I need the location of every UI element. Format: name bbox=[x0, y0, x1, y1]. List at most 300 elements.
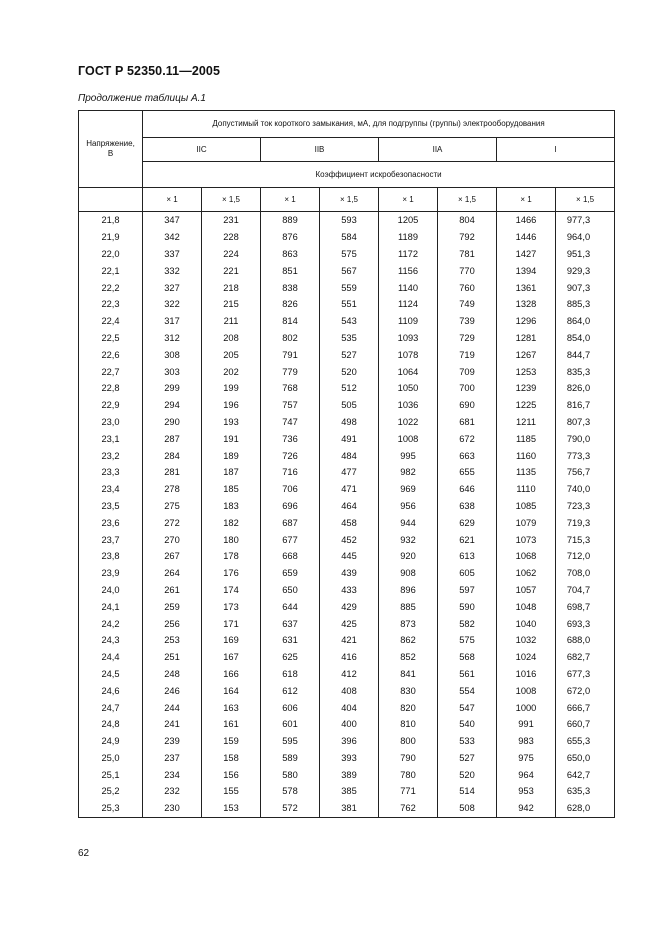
current-cell: 416 bbox=[320, 649, 379, 666]
current-cell: 644 bbox=[261, 598, 320, 615]
current-cell: 278 bbox=[143, 481, 202, 498]
current-cell: 1032 bbox=[497, 632, 556, 649]
current-cell: 342 bbox=[143, 229, 202, 246]
table-row bbox=[79, 397, 615, 414]
current-cell: 256 bbox=[143, 615, 202, 632]
current-cell: 1040 bbox=[497, 615, 556, 632]
current-cell: 471 bbox=[320, 481, 379, 498]
current-cell: 982 bbox=[379, 464, 438, 481]
table-row bbox=[79, 481, 615, 498]
current-cell: 672,0 bbox=[556, 682, 615, 699]
voltage-cell: 25,1 bbox=[79, 766, 143, 783]
current-cell: 228 bbox=[202, 229, 261, 246]
table-row bbox=[79, 296, 615, 313]
multiplier-header: × 1 bbox=[261, 188, 320, 212]
current-cell: 232 bbox=[143, 783, 202, 800]
current-cell: 687 bbox=[261, 514, 320, 531]
current-cell: 445 bbox=[320, 548, 379, 565]
table-row bbox=[79, 346, 615, 363]
current-cell: 191 bbox=[202, 430, 261, 447]
current-cell: 841 bbox=[379, 666, 438, 683]
current-cell: 802 bbox=[261, 330, 320, 347]
current-cell: 650,0 bbox=[556, 750, 615, 767]
voltage-cell: 22,9 bbox=[79, 397, 143, 414]
current-cell: 708,0 bbox=[556, 565, 615, 582]
current-cell: 810 bbox=[379, 716, 438, 733]
multiplier-header: × 1,5 bbox=[438, 188, 497, 212]
page-number: 62 bbox=[78, 848, 90, 859]
current-cell: 631 bbox=[261, 632, 320, 649]
current-cell: 885,3 bbox=[556, 296, 615, 313]
current-cell: 540 bbox=[438, 716, 497, 733]
current-cell: 533 bbox=[438, 733, 497, 750]
voltage-cell: 24,8 bbox=[79, 716, 143, 733]
current-cell: 211 bbox=[202, 313, 261, 330]
current-cell: 896 bbox=[379, 582, 438, 599]
current-cell: 628,0 bbox=[556, 800, 615, 817]
current-cell: 171 bbox=[202, 615, 261, 632]
table-row bbox=[79, 514, 615, 531]
current-cell: 590 bbox=[438, 598, 497, 615]
current-cell: 1466 bbox=[497, 212, 556, 229]
voltage-cell: 22,5 bbox=[79, 330, 143, 347]
table-row bbox=[79, 531, 615, 548]
current-cell: 792 bbox=[438, 229, 497, 246]
current-cell: 635,3 bbox=[556, 783, 615, 800]
current-cell: 1225 bbox=[497, 397, 556, 414]
table-row bbox=[79, 699, 615, 716]
current-cell: 185 bbox=[202, 481, 261, 498]
current-cell: 433 bbox=[320, 582, 379, 599]
current-cell: 1050 bbox=[379, 380, 438, 397]
current-cell: 593 bbox=[320, 212, 379, 229]
voltage-cell: 22,6 bbox=[79, 346, 143, 363]
current-cell: 706 bbox=[261, 481, 320, 498]
current-cell: 412 bbox=[320, 666, 379, 683]
voltage-cell: 24,0 bbox=[79, 582, 143, 599]
current-cell: 259 bbox=[143, 598, 202, 615]
current-cell: 835,3 bbox=[556, 363, 615, 380]
multiplier-header: × 1,5 bbox=[556, 188, 615, 212]
current-cell: 561 bbox=[438, 666, 497, 683]
current-cell: 612 bbox=[261, 682, 320, 699]
voltage-cell: 23,2 bbox=[79, 447, 143, 464]
multiplier-header: × 1 bbox=[143, 188, 202, 212]
current-cell: 248 bbox=[143, 666, 202, 683]
current-cell: 208 bbox=[202, 330, 261, 347]
group-header: IIB bbox=[261, 138, 379, 162]
voltage-cell: 21,9 bbox=[79, 229, 143, 246]
current-cell: 773,3 bbox=[556, 447, 615, 464]
current-header: Допустимый ток короткого замыкания, мА, для подгруппы (группы) электрооборудования bbox=[143, 111, 615, 138]
current-cell: 166 bbox=[202, 666, 261, 683]
current-cell: 396 bbox=[320, 733, 379, 750]
current-cell: 816,7 bbox=[556, 397, 615, 414]
current-cell: 1078 bbox=[379, 346, 438, 363]
current-cell: 1110 bbox=[497, 481, 556, 498]
current-cell: 740,0 bbox=[556, 481, 615, 498]
current-cell: 1057 bbox=[497, 582, 556, 599]
table-row bbox=[79, 548, 615, 565]
current-cell: 1394 bbox=[497, 262, 556, 279]
group-header: I bbox=[497, 138, 615, 162]
table-row bbox=[79, 666, 615, 683]
current-cell: 790 bbox=[379, 750, 438, 767]
current-cell: 1185 bbox=[497, 430, 556, 447]
current-cell: 520 bbox=[438, 766, 497, 783]
current-cell: 977,3 bbox=[556, 212, 615, 229]
current-cell: 709 bbox=[438, 363, 497, 380]
current-cell: 580 bbox=[261, 766, 320, 783]
current-cell: 595 bbox=[261, 733, 320, 750]
current-cell: 700 bbox=[438, 380, 497, 397]
current-cell: 520 bbox=[320, 363, 379, 380]
current-cell: 1000 bbox=[497, 699, 556, 716]
current-cell: 790,0 bbox=[556, 430, 615, 447]
voltage-cell: 22,7 bbox=[79, 363, 143, 380]
table-row bbox=[79, 682, 615, 699]
current-cell: 554 bbox=[438, 682, 497, 699]
current-cell: 854,0 bbox=[556, 330, 615, 347]
current-cell: 239 bbox=[143, 733, 202, 750]
current-cell: 215 bbox=[202, 296, 261, 313]
current-cell: 716 bbox=[261, 464, 320, 481]
current-cell: 838 bbox=[261, 279, 320, 296]
table-row bbox=[79, 363, 615, 380]
group-header: IIC bbox=[143, 138, 261, 162]
voltage-cell: 24,7 bbox=[79, 699, 143, 716]
multiplier-header: × 1,5 bbox=[202, 188, 261, 212]
table-row bbox=[79, 229, 615, 246]
current-cell: 270 bbox=[143, 531, 202, 548]
current-cell: 425 bbox=[320, 615, 379, 632]
data-table-container bbox=[78, 110, 614, 818]
current-cell: 749 bbox=[438, 296, 497, 313]
current-cell: 889 bbox=[261, 212, 320, 229]
current-cell: 589 bbox=[261, 750, 320, 767]
current-cell: 163 bbox=[202, 699, 261, 716]
current-cell: 261 bbox=[143, 582, 202, 599]
voltage-cell: 24,9 bbox=[79, 733, 143, 750]
current-cell: 575 bbox=[320, 246, 379, 263]
current-cell: 1205 bbox=[379, 212, 438, 229]
current-cell: 337 bbox=[143, 246, 202, 263]
current-cell: 739 bbox=[438, 313, 497, 330]
current-cell: 246 bbox=[143, 682, 202, 699]
current-cell: 1239 bbox=[497, 380, 556, 397]
current-cell: 1211 bbox=[497, 414, 556, 431]
current-cell: 1036 bbox=[379, 397, 438, 414]
current-cell: 224 bbox=[202, 246, 261, 263]
table-row bbox=[79, 565, 615, 582]
voltage-cell: 23,0 bbox=[79, 414, 143, 431]
table-caption: Продолжение таблицы А.1 bbox=[78, 93, 206, 104]
current-cell: 272 bbox=[143, 514, 202, 531]
current-cell: 768 bbox=[261, 380, 320, 397]
current-cell: 682,7 bbox=[556, 649, 615, 666]
current-cell: 757 bbox=[261, 397, 320, 414]
current-cell: 1068 bbox=[497, 548, 556, 565]
voltage-cell: 22,8 bbox=[79, 380, 143, 397]
current-cell: 655 bbox=[438, 464, 497, 481]
current-cell: 491 bbox=[320, 430, 379, 447]
current-cell: 508 bbox=[438, 800, 497, 817]
current-cell: 167 bbox=[202, 649, 261, 666]
current-cell: 578 bbox=[261, 783, 320, 800]
current-cell: 547 bbox=[438, 699, 497, 716]
current-cell: 484 bbox=[320, 447, 379, 464]
current-cell: 638 bbox=[438, 498, 497, 515]
current-cell: 1253 bbox=[497, 363, 556, 380]
current-cell: 677,3 bbox=[556, 666, 615, 683]
table-row bbox=[79, 279, 615, 296]
current-cell: 621 bbox=[438, 531, 497, 548]
current-cell: 995 bbox=[379, 447, 438, 464]
voltage-cell: 23,1 bbox=[79, 430, 143, 447]
current-cell: 876 bbox=[261, 229, 320, 246]
current-cell: 439 bbox=[320, 565, 379, 582]
current-cell: 975 bbox=[497, 750, 556, 767]
voltage-cell: 25,0 bbox=[79, 750, 143, 767]
table-row bbox=[79, 649, 615, 666]
current-cell: 244 bbox=[143, 699, 202, 716]
current-cell: 991 bbox=[497, 716, 556, 733]
current-cell: 155 bbox=[202, 783, 261, 800]
current-cell: 464 bbox=[320, 498, 379, 515]
table-row bbox=[79, 464, 615, 481]
current-cell: 726 bbox=[261, 447, 320, 464]
current-cell: 873 bbox=[379, 615, 438, 632]
current-cell: 182 bbox=[202, 514, 261, 531]
current-cell: 1016 bbox=[497, 666, 556, 683]
current-cell: 681 bbox=[438, 414, 497, 431]
voltage-cell: 23,5 bbox=[79, 498, 143, 515]
current-cell: 527 bbox=[320, 346, 379, 363]
current-cell: 951,3 bbox=[556, 246, 615, 263]
current-cell: 953 bbox=[497, 783, 556, 800]
current-cell: 597 bbox=[438, 582, 497, 599]
current-cell: 322 bbox=[143, 296, 202, 313]
current-cell: 267 bbox=[143, 548, 202, 565]
current-cell: 1328 bbox=[497, 296, 556, 313]
current-cell: 159 bbox=[202, 733, 261, 750]
current-cell: 205 bbox=[202, 346, 261, 363]
current-cell: 1008 bbox=[379, 430, 438, 447]
current-cell: 932 bbox=[379, 531, 438, 548]
current-cell: 400 bbox=[320, 716, 379, 733]
current-cell: 637 bbox=[261, 615, 320, 632]
current-cell: 693,3 bbox=[556, 615, 615, 632]
coefficient-header: Коэффициент искробезопасности bbox=[143, 162, 615, 188]
current-cell: 907,3 bbox=[556, 279, 615, 296]
current-cell: 567 bbox=[320, 262, 379, 279]
current-cell: 153 bbox=[202, 800, 261, 817]
current-cell: 176 bbox=[202, 565, 261, 582]
current-cell: 317 bbox=[143, 313, 202, 330]
current-cell: 629 bbox=[438, 514, 497, 531]
current-cell: 613 bbox=[438, 548, 497, 565]
voltage-cell: 23,9 bbox=[79, 565, 143, 582]
voltage-cell: 22,3 bbox=[79, 296, 143, 313]
multiplier-header: × 1 bbox=[497, 188, 556, 212]
current-cell: 690 bbox=[438, 397, 497, 414]
current-cell: 1267 bbox=[497, 346, 556, 363]
current-cell: 668 bbox=[261, 548, 320, 565]
current-cell: 568 bbox=[438, 649, 497, 666]
table-body bbox=[79, 212, 615, 818]
current-cell: 1160 bbox=[497, 447, 556, 464]
current-cell: 180 bbox=[202, 531, 261, 548]
current-cell: 863 bbox=[261, 246, 320, 263]
current-cell: 760 bbox=[438, 279, 497, 296]
current-cell: 944 bbox=[379, 514, 438, 531]
current-cell: 659 bbox=[261, 565, 320, 582]
current-cell: 299 bbox=[143, 380, 202, 397]
current-cell: 221 bbox=[202, 262, 261, 279]
current-cell: 723,3 bbox=[556, 498, 615, 515]
current-cell: 1189 bbox=[379, 229, 438, 246]
current-cell: 1085 bbox=[497, 498, 556, 515]
current-cell: 781 bbox=[438, 246, 497, 263]
current-cell: 559 bbox=[320, 279, 379, 296]
voltage-subheader-blank bbox=[79, 188, 143, 212]
current-cell: 202 bbox=[202, 363, 261, 380]
current-cell: 452 bbox=[320, 531, 379, 548]
current-cell: 920 bbox=[379, 548, 438, 565]
table-row bbox=[79, 750, 615, 767]
current-cell: 514 bbox=[438, 783, 497, 800]
current-cell: 696 bbox=[261, 498, 320, 515]
current-cell: 527 bbox=[438, 750, 497, 767]
current-cell: 804 bbox=[438, 212, 497, 229]
current-cell: 1008 bbox=[497, 682, 556, 699]
current-cell: 618 bbox=[261, 666, 320, 683]
current-cell: 851 bbox=[261, 262, 320, 279]
current-cell: 332 bbox=[143, 262, 202, 279]
current-cell: 1048 bbox=[497, 598, 556, 615]
current-cell: 169 bbox=[202, 632, 261, 649]
current-cell: 230 bbox=[143, 800, 202, 817]
current-cell: 241 bbox=[143, 716, 202, 733]
voltage-cell: 23,8 bbox=[79, 548, 143, 565]
table-row bbox=[79, 800, 615, 817]
current-cell: 605 bbox=[438, 565, 497, 582]
voltage-cell: 22,4 bbox=[79, 313, 143, 330]
multiplier-header: × 1 bbox=[379, 188, 438, 212]
voltage-cell: 22,2 bbox=[79, 279, 143, 296]
current-cell: 1109 bbox=[379, 313, 438, 330]
current-cell: 983 bbox=[497, 733, 556, 750]
voltage-cell: 24,5 bbox=[79, 666, 143, 683]
current-cell: 284 bbox=[143, 447, 202, 464]
current-cell: 1140 bbox=[379, 279, 438, 296]
current-cell: 601 bbox=[261, 716, 320, 733]
current-cell: 1093 bbox=[379, 330, 438, 347]
current-cell: 719 bbox=[438, 346, 497, 363]
current-cell: 543 bbox=[320, 313, 379, 330]
current-cell: 736 bbox=[261, 430, 320, 447]
current-cell: 820 bbox=[379, 699, 438, 716]
current-cell: 535 bbox=[320, 330, 379, 347]
current-cell: 660,7 bbox=[556, 716, 615, 733]
current-cell: 830 bbox=[379, 682, 438, 699]
current-cell: 814 bbox=[261, 313, 320, 330]
current-cell: 264 bbox=[143, 565, 202, 582]
current-cell: 404 bbox=[320, 699, 379, 716]
current-cell: 572 bbox=[261, 800, 320, 817]
current-cell: 164 bbox=[202, 682, 261, 699]
current-cell: 251 bbox=[143, 649, 202, 666]
voltage-header: Напряжение, В bbox=[79, 111, 143, 188]
current-cell: 756,7 bbox=[556, 464, 615, 481]
current-cell: 584 bbox=[320, 229, 379, 246]
current-cell: 715,3 bbox=[556, 531, 615, 548]
current-cell: 862 bbox=[379, 632, 438, 649]
current-cell: 381 bbox=[320, 800, 379, 817]
current-cell: 582 bbox=[438, 615, 497, 632]
current-cell: 1073 bbox=[497, 531, 556, 548]
voltage-cell: 22,0 bbox=[79, 246, 143, 263]
current-cell: 688,0 bbox=[556, 632, 615, 649]
multiplier-header: × 1,5 bbox=[320, 188, 379, 212]
current-cell: 287 bbox=[143, 430, 202, 447]
voltage-cell: 25,3 bbox=[79, 800, 143, 817]
current-cell: 281 bbox=[143, 464, 202, 481]
current-cell: 421 bbox=[320, 632, 379, 649]
current-cell: 672 bbox=[438, 430, 497, 447]
table-row bbox=[79, 783, 615, 800]
current-cell: 826,0 bbox=[556, 380, 615, 397]
current-cell: 173 bbox=[202, 598, 261, 615]
current-cell: 642,7 bbox=[556, 766, 615, 783]
current-cell: 956 bbox=[379, 498, 438, 515]
current-cell: 275 bbox=[143, 498, 202, 515]
current-cell: 408 bbox=[320, 682, 379, 699]
table-row bbox=[79, 380, 615, 397]
current-cell: 290 bbox=[143, 414, 202, 431]
current-cell: 218 bbox=[202, 279, 261, 296]
current-cell: 1361 bbox=[497, 279, 556, 296]
current-cell: 575 bbox=[438, 632, 497, 649]
table-row bbox=[79, 716, 615, 733]
current-cell: 393 bbox=[320, 750, 379, 767]
current-cell: 864,0 bbox=[556, 313, 615, 330]
current-cell: 156 bbox=[202, 766, 261, 783]
voltage-cell: 23,6 bbox=[79, 514, 143, 531]
current-cell: 929,3 bbox=[556, 262, 615, 279]
current-cell: 719,3 bbox=[556, 514, 615, 531]
current-cell: 852 bbox=[379, 649, 438, 666]
current-cell: 942 bbox=[497, 800, 556, 817]
current-cell: 663 bbox=[438, 447, 497, 464]
current-cell: 704,7 bbox=[556, 582, 615, 599]
current-cell: 770 bbox=[438, 262, 497, 279]
current-cell: 969 bbox=[379, 481, 438, 498]
current-cell: 312 bbox=[143, 330, 202, 347]
current-cell: 308 bbox=[143, 346, 202, 363]
current-cell: 231 bbox=[202, 212, 261, 229]
table-row bbox=[79, 330, 615, 347]
table-row bbox=[79, 582, 615, 599]
current-cell: 650 bbox=[261, 582, 320, 599]
current-cell: 1062 bbox=[497, 565, 556, 582]
current-cell: 1022 bbox=[379, 414, 438, 431]
current-cell: 303 bbox=[143, 363, 202, 380]
current-cell: 429 bbox=[320, 598, 379, 615]
current-cell: 1172 bbox=[379, 246, 438, 263]
current-cell: 1135 bbox=[497, 464, 556, 481]
current-cell: 666,7 bbox=[556, 699, 615, 716]
